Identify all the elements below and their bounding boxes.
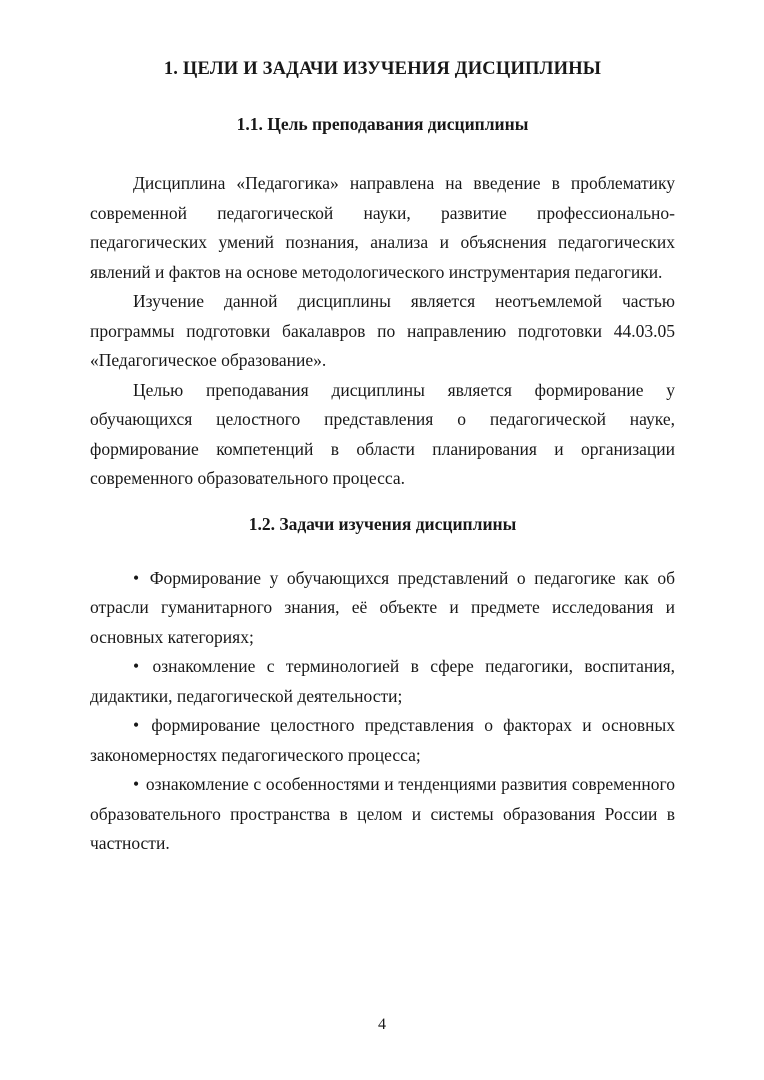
chapter-title: 1. ЦЕЛИ И ЗАДАЧИ ИЗУЧЕНИЯ ДИСЦИПЛИНЫ bbox=[163, 59, 602, 79]
list-item-text: ознакомление с особенностями и тенденциями развития современного образовательного пространства в целом и системы образования России в частности. bbox=[90, 774, 675, 853]
paragraph: Изучение данной дисциплины является неотъемлемой частью программы подготовки бакалавров по направлению подготовки 44.03.05 «Педагогическое образование». bbox=[90, 291, 675, 370]
list-item bbox=[90, 652, 675, 711]
list-item-text: ознакомление с терминологией в сфере педагогики, воспитания, дидактики, педагогической деятельности; bbox=[90, 656, 675, 706]
bullet-icon: • bbox=[133, 656, 140, 676]
list-item-text: Формирование у обучающихся представлений о педагогике как об отрасли гуманитарного знания, её объекте и предмете исследования и основных категориях; bbox=[90, 567, 676, 647]
paragraph: Дисциплина «Педагогика» направлена на введение в проблематику современной педагогической науки, развитие профессионально-педагогических умений познания, анализа и объяснения педагогических явлений и фактов на основе методологического инструментария педагогики. bbox=[90, 173, 675, 282]
paragraph: Целью преподавания дисциплины является формирование у обучающихся целостного представления о педагогической науке, формирование компетенций в области планирования и организации современного образовательного процесса. bbox=[90, 379, 675, 488]
bullet-icon: • bbox=[133, 774, 140, 794]
page-number: 4 bbox=[378, 1016, 386, 1033]
section-1-1-title: 1.1. Цель преподавания дисциплины bbox=[236, 114, 529, 134]
section-1-2-title: 1.2. Задачи изучения дисциплины bbox=[248, 513, 517, 534]
list-item bbox=[90, 770, 675, 859]
bullet-icon: • bbox=[133, 715, 140, 735]
list-item bbox=[90, 711, 675, 770]
list-item bbox=[90, 564, 675, 653]
bullet-icon: • bbox=[133, 567, 140, 588]
list-item-text: формирование целостного представления о факторах и основных закономерностях педагогического процесса; bbox=[90, 715, 676, 765]
page-content bbox=[90, 56, 675, 859]
